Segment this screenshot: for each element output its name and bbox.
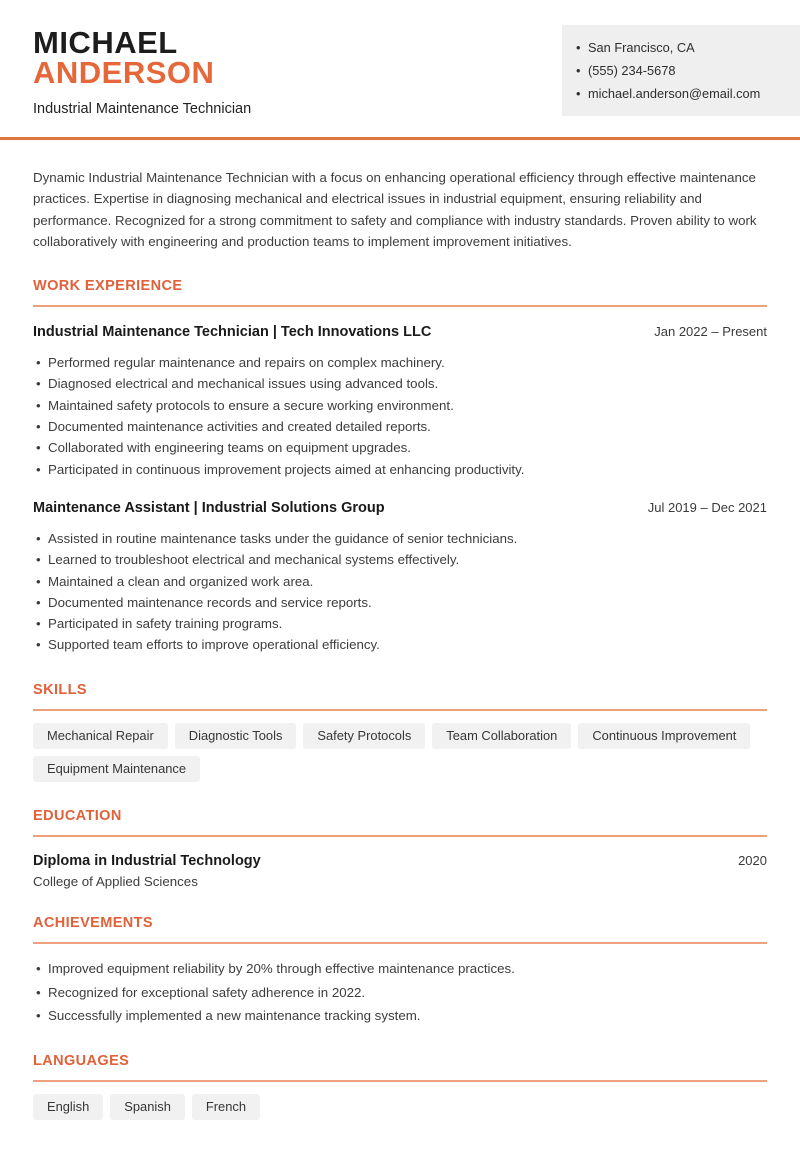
skill-chip: Equipment Maintenance <box>33 756 200 782</box>
skill-chip: Team Collaboration <box>432 723 571 749</box>
achievements-heading: ACHIEVEMENTS <box>33 915 767 944</box>
education-entry-header <box>33 853 767 869</box>
skills-chip-list <box>33 723 767 782</box>
skill-chip: Diagnostic Tools <box>175 723 297 749</box>
job-bullet: • Maintained a clean and organized work area. <box>33 571 767 592</box>
job-bullet-list <box>33 352 767 480</box>
contact-phone: • (555) 234-5678 <box>576 59 784 82</box>
summary-paragraph: Dynamic Industrial Maintenance Technician with a focus on enhancing operational efficiency through effective maintenance practices. Expertise in diagnosing mechanical and electrical issues in industrial equipment, ensuring reliability and performance. Recognized for a strong commitment to safety and compliance with industry standards. Proven ability to work collaboratively with engineering and production teams to implement improvement initiatives. <box>33 170 757 249</box>
section-skills <box>33 682 767 782</box>
work-experience-heading: WORK EXPERIENCE <box>33 278 767 307</box>
contact-email: • michael.anderson@email.com <box>576 82 784 105</box>
job-bullet: • Maintained safety protocols to ensure a secure working environment. <box>33 395 767 416</box>
education-year: 2020 <box>738 852 767 868</box>
job-bullet: • Documented maintenance records and service reports. <box>33 592 767 613</box>
languages-heading: LANGUAGES <box>33 1053 767 1082</box>
achievement-bullet: • Successfully implemented a new maintenance tracking system. <box>33 1005 767 1026</box>
contact-list <box>576 36 784 105</box>
job-bullet: • Supported team efforts to improve operational efficiency. <box>33 634 767 655</box>
skill-chip: Continuous Improvement <box>578 723 750 749</box>
language-chip: English <box>33 1094 103 1120</box>
achievement-bullet: • Recognized for exceptional safety adherence in 2022. <box>33 982 767 1003</box>
section-languages <box>33 1053 767 1120</box>
job-dates: Jan 2022 – Present <box>654 324 767 340</box>
education-degree: Diploma in Industrial Technology <box>33 852 261 869</box>
job-bullet: • Participated in continuous improvement projects aimed at enhancing productivity. <box>33 459 767 480</box>
section-education <box>33 808 767 889</box>
job-bullet: • Documented maintenance activities and created detailed reports. <box>33 416 767 437</box>
job-dates: Jul 2019 – Dec 2021 <box>647 499 767 515</box>
job-bullet: • Participated in safety training programs. <box>33 613 767 634</box>
skill-chip: Mechanical Repair <box>33 723 168 749</box>
language-chip: Spanish <box>110 1094 185 1120</box>
job-entry-header <box>33 500 767 516</box>
job-bullet: • Assisted in routine maintenance tasks under the guidance of senior technicians. <box>33 528 767 549</box>
job-bullet: • Collaborated with engineering teams on equipment upgrades. <box>33 437 767 458</box>
achievements-bullet-list <box>33 958 767 1027</box>
job-entry <box>33 324 767 480</box>
section-work-experience <box>33 278 767 656</box>
languages-chip-list <box>33 1094 767 1120</box>
contact-location: • San Francisco, CA <box>576 36 784 59</box>
education-entry <box>33 853 767 889</box>
job-title-company: Maintenance Assistant | Industrial Solutions Group <box>33 499 385 516</box>
achievement-bullet: • Improved equipment reliability by 20% through effective maintenance practices. <box>33 958 767 979</box>
job-bullet: • Learned to troubleshoot electrical and mechanical systems effectively. <box>33 549 767 570</box>
job-entry-header <box>33 324 767 340</box>
first-name: MICHAEL <box>33 25 178 60</box>
resume-header <box>0 0 800 137</box>
education-school: College of Applied Sciences <box>33 873 198 889</box>
skill-chip: Safety Protocols <box>303 723 425 749</box>
candidate-job-title: Industrial Maintenance Technician <box>33 101 252 117</box>
resume-body <box>0 140 800 1160</box>
job-title-company: Industrial Maintenance Technician | Tech Innovations LLC <box>33 324 432 341</box>
job-entry <box>33 500 767 656</box>
education-heading: EDUCATION <box>33 808 767 837</box>
job-bullet: • Performed regular maintenance and repairs on complex machinery. <box>33 352 767 373</box>
skills-heading: SKILLS <box>33 682 767 711</box>
language-chip: French <box>192 1094 260 1120</box>
last-name: ANDERSON <box>33 55 215 90</box>
contact-card <box>562 25 800 116</box>
section-achievements <box>33 915 767 1027</box>
job-bullet-list <box>33 528 767 656</box>
job-bullet: • Diagnosed electrical and mechanical issues using advanced tools. <box>33 373 767 394</box>
